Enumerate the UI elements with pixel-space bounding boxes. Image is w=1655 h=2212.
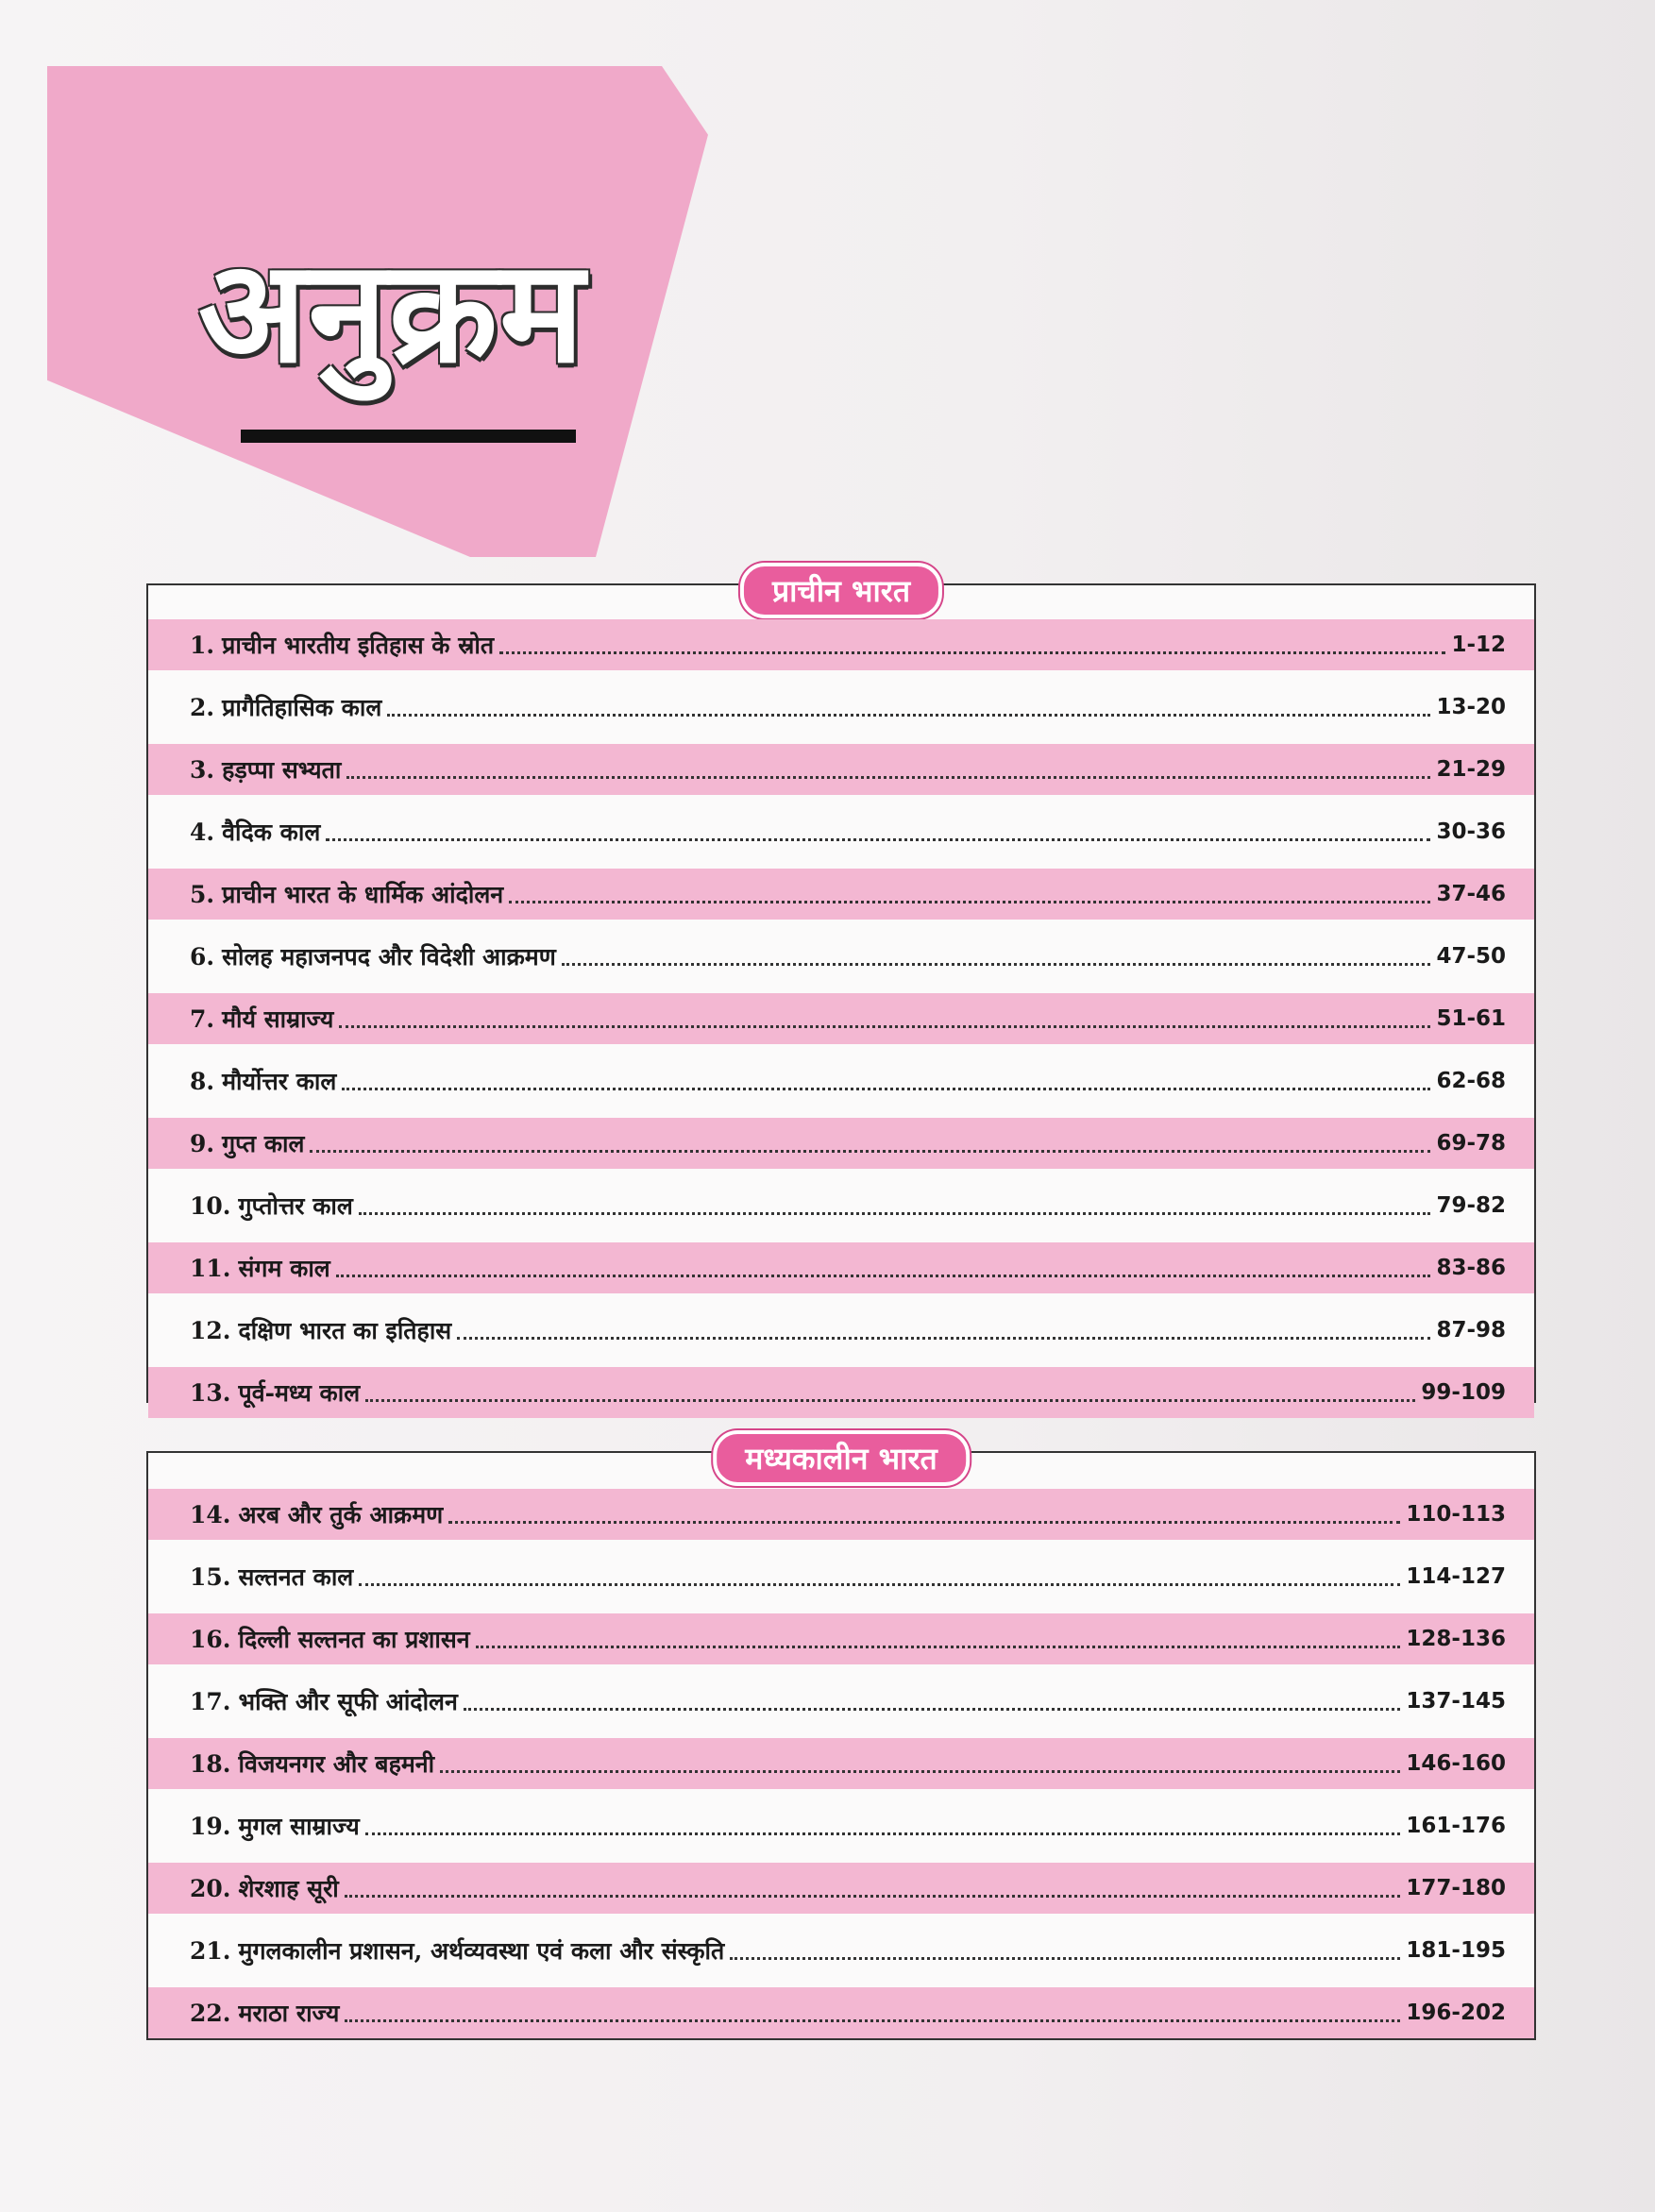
dot-leader	[387, 714, 1430, 717]
toc-entry-number: 12.	[190, 1316, 231, 1344]
toc-entry	[148, 1863, 1534, 1914]
toc-entry	[148, 1180, 1534, 1231]
toc-entry	[148, 1613, 1534, 1664]
toc-entry-number: 5.	[190, 880, 215, 908]
toc-entry-title: प्रागैतिहासिक काल	[222, 694, 382, 721]
dot-leader	[342, 1088, 1430, 1090]
toc-entry-pages: 114-127	[1406, 1564, 1506, 1589]
dot-leader	[310, 1150, 1430, 1153]
toc-entry	[148, 1987, 1534, 2038]
toc-entry-title: पूर्व-मध्य काल	[238, 1379, 361, 1407]
page-title: अनुक्रम	[198, 228, 586, 395]
toc-entry	[148, 1367, 1534, 1418]
toc-entry-title: विजयनगर और बहमनी	[238, 1750, 435, 1778]
dot-leader	[339, 1025, 1430, 1028]
dot-leader	[440, 1770, 1400, 1773]
toc-entry-title: शेरशाह सूरी	[238, 1875, 339, 1902]
toc-entry-pages: 79-82	[1436, 1193, 1506, 1218]
toc-entry	[148, 931, 1534, 982]
toc-entry	[148, 1925, 1534, 1976]
toc-list	[148, 1489, 1534, 2050]
toc-entry-number: 3.	[190, 755, 215, 784]
dot-leader	[476, 1646, 1401, 1648]
toc-entry	[148, 1305, 1534, 1356]
toc-entry	[148, 1055, 1534, 1106]
toc-entry-pages: 161-176	[1406, 1814, 1506, 1838]
toc-entry-title: सल्तनत काल	[238, 1563, 354, 1591]
dot-leader	[346, 776, 1430, 779]
toc-entry-number: 17.	[190, 1687, 231, 1715]
toc-entry-pages: 30-36	[1436, 819, 1506, 844]
section-ancient-india	[146, 573, 1536, 1407]
section-label: मध्यकालीन भारत	[713, 1430, 970, 1486]
toc-entry-pages: 37-46	[1436, 882, 1506, 906]
toc-entry-pages: 181-195	[1406, 1938, 1506, 1963]
toc-entry	[148, 744, 1534, 795]
toc-entry-pages: 13-20	[1436, 695, 1506, 719]
dot-leader	[365, 1832, 1401, 1835]
toc-entry-pages: 146-160	[1406, 1751, 1506, 1776]
toc-entry-title: गुप्तोत्तर काल	[238, 1192, 353, 1220]
toc-entry-pages: 177-180	[1406, 1876, 1506, 1900]
toc-entry-title: वैदिक काल	[222, 819, 321, 846]
toc-entry-title: सोलह महाजनपद और विदेशी आक्रमण	[222, 943, 556, 971]
toc-entry-title: मुगलकालीन प्रशासन, अर्थव्यवस्था एवं कला और संस्कृति	[238, 1937, 725, 1965]
toc-entry-title: हड़प्पा सभ्यता	[222, 756, 342, 784]
dot-leader	[365, 1399, 1415, 1402]
toc-entry	[148, 1489, 1534, 1540]
toc-entry-number: 2.	[190, 693, 215, 721]
toc-entry-number: 19.	[190, 1812, 231, 1840]
dot-leader	[562, 963, 1431, 966]
toc-entry-number: 21.	[190, 1936, 231, 1965]
toc-entry-number: 14.	[190, 1500, 231, 1528]
toc-entry-pages: 47-50	[1436, 944, 1506, 969]
section-medieval-india	[146, 1441, 1536, 2040]
toc-entry	[148, 1242, 1534, 1293]
toc-entry-number: 10.	[190, 1191, 231, 1220]
toc-entry-title: दिल्ली सल्तनत का प्रशासन	[238, 1626, 470, 1653]
toc-entry-number: 8.	[190, 1067, 215, 1095]
dot-leader	[448, 1521, 1400, 1524]
dot-leader	[345, 1895, 1401, 1898]
toc-entry	[148, 1551, 1534, 1602]
toc-entry-pages: 137-145	[1406, 1689, 1506, 1714]
toc-entry-pages: 69-78	[1436, 1131, 1506, 1156]
dot-leader	[336, 1275, 1431, 1277]
title-underline	[241, 430, 576, 443]
dot-leader	[499, 651, 1445, 654]
toc-entry-number: 1.	[190, 631, 215, 659]
toc-entry-pages: 99-109	[1421, 1380, 1506, 1405]
dot-leader	[359, 1212, 1431, 1215]
toc-entry-number: 15.	[190, 1562, 231, 1591]
toc-entry-title: प्राचीन भारतीय इतिहास के स्रोत	[222, 632, 495, 659]
dot-leader	[464, 1708, 1401, 1711]
toc-entry-title: मराठा राज्य	[238, 2000, 340, 2027]
toc-entry-pages: 62-68	[1436, 1069, 1506, 1093]
dot-leader	[457, 1337, 1430, 1340]
toc-entry-number: 20.	[190, 1874, 231, 1902]
toc-entry-pages: 110-113	[1406, 1502, 1506, 1527]
toc-entry-title: प्राचीन भारत के धार्मिक आंदोलन	[222, 881, 504, 908]
toc-entry-title: मौर्योत्तर काल	[222, 1068, 337, 1095]
toc-entry-title: मौर्य साम्राज्य	[222, 1005, 334, 1033]
toc-entry-title: दक्षिण भारत का इतिहास	[238, 1317, 452, 1344]
toc-entry-title: संगम काल	[238, 1255, 330, 1282]
toc-entry	[148, 993, 1534, 1044]
toc-entry-title: भक्ति और सूफी आंदोलन	[238, 1688, 458, 1715]
dot-leader	[326, 838, 1430, 841]
toc-entry-number: 11.	[190, 1254, 231, 1282]
toc-entry-title: मुगल साम्राज्य	[238, 1813, 360, 1840]
toc-entry	[148, 619, 1534, 670]
dot-leader	[345, 2019, 1400, 2022]
toc-entry-title: गुप्त काल	[222, 1130, 305, 1157]
toc-entry-pages: 87-98	[1436, 1318, 1506, 1342]
toc-entry-pages: 128-136	[1406, 1627, 1506, 1651]
toc-entry-title: अरब और तुर्क आक्रमण	[238, 1501, 444, 1528]
toc-entry-number: 6.	[190, 942, 215, 971]
dot-leader	[509, 901, 1430, 903]
section-label: प्राचीन भारत	[740, 563, 942, 618]
toc-entry-number: 18.	[190, 1749, 231, 1778]
toc-entry-number: 4.	[190, 818, 215, 846]
toc-entry-pages: 196-202	[1406, 2001, 1506, 2025]
toc-entry-pages: 83-86	[1436, 1256, 1506, 1280]
dot-leader	[359, 1583, 1400, 1586]
toc-entry	[148, 1738, 1534, 1789]
toc-entry-pages: 21-29	[1436, 757, 1506, 782]
toc-entry	[148, 682, 1534, 733]
toc-entry	[148, 806, 1534, 857]
toc-entry	[148, 869, 1534, 920]
dot-leader	[730, 1957, 1400, 1960]
toc-entry	[148, 1118, 1534, 1169]
toc-entry-number: 16.	[190, 1625, 231, 1653]
toc-entry-pages: 1-12	[1451, 633, 1506, 657]
toc-entry-number: 7.	[190, 1005, 215, 1033]
toc-entry	[148, 1676, 1534, 1727]
toc-entry-number: 13.	[190, 1378, 231, 1407]
toc-list	[148, 619, 1534, 1429]
toc-entry-number: 22.	[190, 1999, 231, 2027]
toc-entry-number: 9.	[190, 1129, 215, 1157]
toc-entry	[148, 1800, 1534, 1851]
toc-entry-pages: 51-61	[1436, 1006, 1506, 1031]
